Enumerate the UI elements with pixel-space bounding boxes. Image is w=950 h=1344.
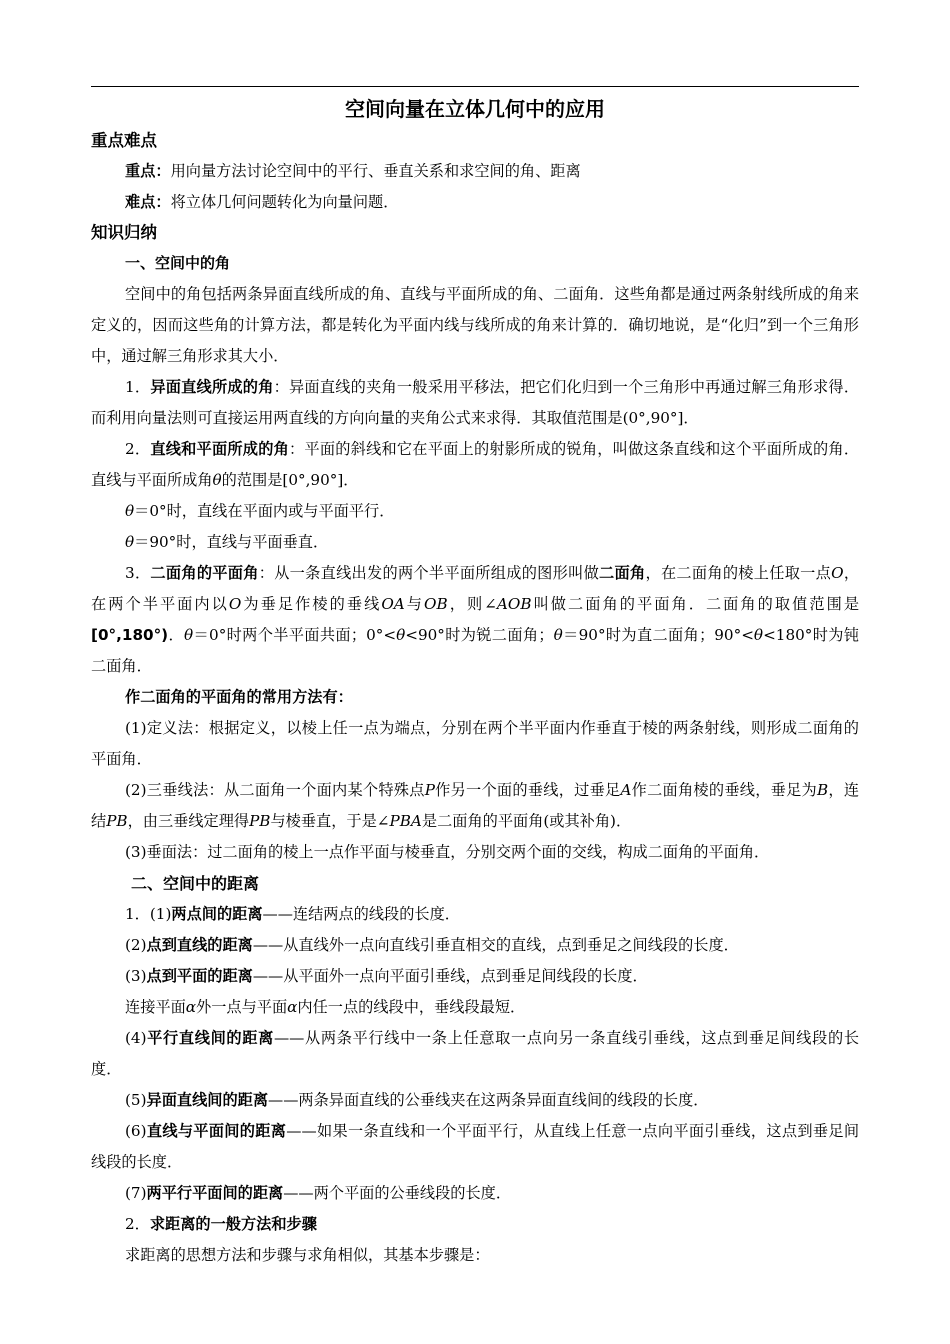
distance-line-plane: (6)直线与平面间的距离——如果一条直线和一个平面平行，从直线上任意一点向平面引垂线，这点到垂足间线段的长度． bbox=[91, 1122, 860, 1171]
dihedral-angle-paragraph: 3．二面角的平面角：从一条直线出发的两个半平面所组成的图形叫做二面角，在二面角的棱上任取一点O，在两个半平面内以O为垂足作棱的垂线OA与OB，则∠AOB叫做二面角的平面角．二面角的取值范围是[0°,180°)．θ＝0°时两个半平面共面；0°<θ<90°时为锐二面角；θ＝90°时为直二面角；90°<θ<180°时为钝二面角． bbox=[91, 564, 860, 675]
heading-angles: 一、空间中的角 bbox=[125, 254, 231, 272]
general-method-heading: 2．求距离的一般方法和步骤 bbox=[125, 1215, 317, 1233]
line-plane-angle-paragraph: 2．直线和平面所成的角：平面的斜线和它在平面上的射影所成的锐角，叫做这条直线和这个平面所成的角．直线与平面所成角θ的范围是[0°,90°]． bbox=[91, 440, 860, 489]
distance-two-points: 1．(1)两点间的距离——连结两点的线段的长度． bbox=[125, 905, 460, 923]
distance-parallel-lines: (4)平行直线间的距离——从两条平行线中一条上任意取一点向另一条直线引垂线，这点到垂足间线段的长度． bbox=[91, 1029, 860, 1078]
method-definition: (1)定义法：根据定义，以棱上任一点为端点，分别在两个半平面内作垂直于棱的两条射线，则形成二面角的平面角． bbox=[91, 719, 859, 768]
document-body bbox=[91, 92, 859, 1271]
distance-parallel-planes: (7)两平行平面间的距离——两个平面的公垂线段的长度． bbox=[125, 1184, 512, 1202]
theta-ninety-line: θ＝90°时，直线与平面垂直． bbox=[125, 533, 329, 551]
distance-point-plane: (3)点到平面的距离——从平面外一点向平面引垂线，点到垂足间线段的长度． bbox=[125, 967, 648, 985]
theta-zero-line: θ＝0°时，直线在平面内或与平面平行． bbox=[125, 502, 395, 520]
page-title: 空间向量在立体几何中的应用 bbox=[345, 97, 605, 121]
skew-lines-angle-paragraph: 1．异面直线所成的角：异面直线的夹角一般采用平移法，把它们化归到一个三角形中再通过解三角形求得．而利用向量法则可直接运用两直线的方向向量的夹角公式来求得．其取值范围是(0°,90°]． bbox=[91, 378, 860, 427]
difficulty-line: 难点：将立体几何问题转化为向量问题． bbox=[125, 193, 399, 211]
section-key-points: 重点难点 bbox=[91, 131, 157, 150]
distance-point-line: (2)点到直线的距离——从直线外一点向直线引垂直相交的直线，点到垂足之间线段的长度． bbox=[125, 936, 739, 954]
method-perpendicular-plane: (3)垂面法：过二面角的棱上一点作平面与棱垂直，分别交两个面的交线，构成二面角的平面角． bbox=[125, 843, 770, 861]
key-point-line: 重点：用向量方法讨论空间中的平行、垂直关系和求空间的角、距离 bbox=[125, 162, 581, 180]
general-method-text: 求距离的思想方法和步骤与求角相似，其基本步骤是： bbox=[125, 1246, 490, 1264]
methods-heading: 作二面角的平面角的常用方法有： bbox=[125, 688, 353, 706]
section-knowledge: 知识归纳 bbox=[91, 223, 157, 242]
perpendicular-shortest-note: 连接平面α外一点与平面α内任一点的线段中，垂线段最短． bbox=[125, 998, 526, 1016]
top-rule bbox=[91, 86, 859, 87]
heading-distances: 二、空间中的距离 bbox=[131, 874, 260, 893]
angle-intro-paragraph: 空间中的角包括两条异面直线所成的角、直线与平面所成的角、二面角．这些角都是通过两条射线所成的角来定义的，因而这些角的计算方法，都是转化为平面内线与线所成的角来计算的．确切地说，是“化归”到一个三角形中，通过解三角形求其大小． bbox=[91, 285, 859, 365]
method-three-perpendiculars: (2)三垂线法：从二面角一个面内某个特殊点P作另一个面的垂线，过垂足A作二面角棱的垂线，垂足为B，连结PB，由三垂线定理得PB与棱垂直，于是∠PBA是二面角的平面角(或其补角)． bbox=[91, 781, 860, 830]
distance-skew-lines: (5)异面直线间的距离——两条异面直线的公垂线夹在这两条异面直线间的线段的长度． bbox=[125, 1091, 709, 1109]
